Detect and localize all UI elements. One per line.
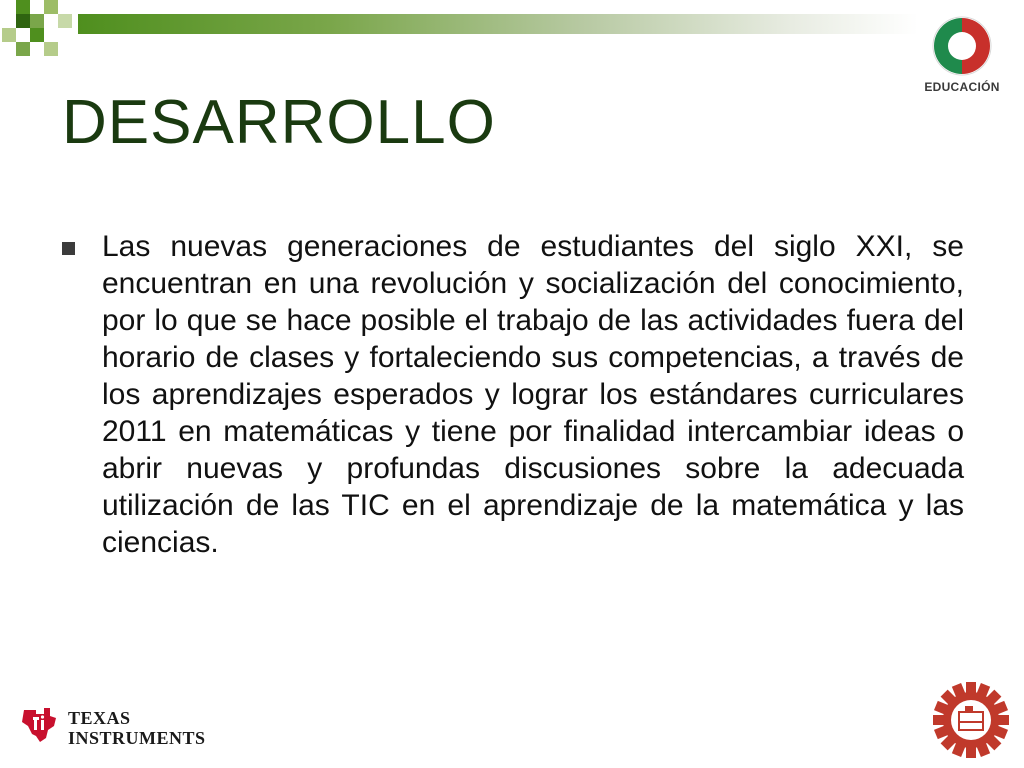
bullet-square-icon bbox=[62, 242, 75, 255]
header-gradient-bar bbox=[78, 14, 918, 34]
texas-instruments-wordmark bbox=[68, 708, 206, 748]
texas-instruments-logo-icon bbox=[18, 704, 60, 746]
ti-line-1: TEXAS bbox=[68, 708, 131, 728]
texas-instruments-logo bbox=[18, 700, 218, 752]
top-decorative-band bbox=[0, 0, 1024, 60]
green-squares-decoration bbox=[0, 0, 80, 60]
education-label: EDUCACIÓN bbox=[924, 80, 1000, 94]
cdest-gear-logo-icon bbox=[928, 680, 1014, 760]
education-emblem-icon bbox=[930, 14, 994, 78]
education-logo bbox=[912, 8, 1012, 100]
slide-content bbox=[62, 228, 964, 561]
slide-title: DESARROLLO bbox=[62, 88, 496, 157]
ti-line-2: INSTRUMENTS bbox=[68, 728, 206, 748]
bullet-paragraph: Las nuevas generaciones de estudiantes del siglo XXI, se encuentran en una revolución y socialización del conocimiento, por lo que se hace posible el trabajo de las actividades fuera del horario de clases y fortaleciendo sus competencias, a través de los aprendizajes esperados y lograr los estándares curriculares 2011 en matemáticas y tiene por finalidad intercambiar ideas o abrir nuevas y profundas discusiones sobre la adecuada utilización de las TIC en el aprendizaje de la matemática y las ciencias. bbox=[102, 230, 964, 559]
